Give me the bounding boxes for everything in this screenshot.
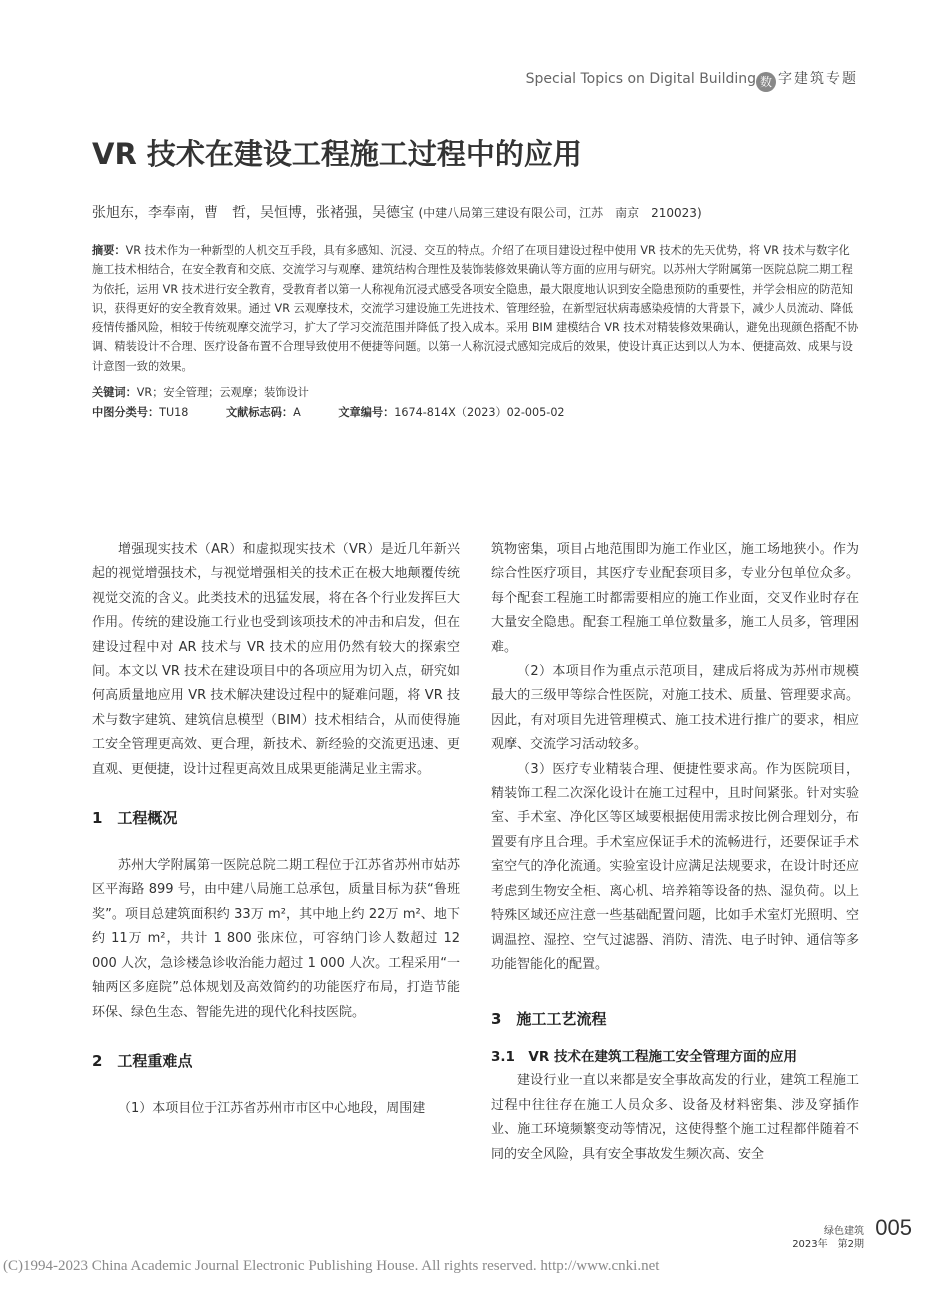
- header-circle-glyph: 数: [756, 72, 776, 92]
- clc-value: TU18: [159, 406, 189, 419]
- section-1-heading: 1 工程概况: [92, 809, 178, 828]
- section-1-paragraph: 苏州大学附属第一医院总院二期工程位于江苏省苏州市姑苏区平海路 899 号，由中建八局施工总承包，质量目标为获“鲁班奖”。项目总建筑面积约 33万 m²，其中地上约 22万 m²、地下约 11万 m²，共计 1 800 张床位，可容纳门诊人数超过 12 000 人次，急诊楼急诊收治能力超过 1 000 人次。工程采用“一轴两区多庭院”总体规划及高效简约的功能医疗布局，打造节能环保、绿色生态、智能先进的现代化科技医院。: [92, 858, 460, 1020]
- abstract-text: VR 技术作为一种新型的人机交互手段，具有多感知、沉浸、交互的特点。介绍了在项目建设过程中使用 VR 技术的先天优势，将 VR 技术与数字化施工技术相结合，在安全教育和交底、交流学习与观摩、建筑结构合理性及装饰装修效果确认等方面的应用与研究。以苏州大学附属第一医院总院二期工程为依托，运用 VR 技术进行安全教育，受教育者以第一人称视角沉浸式感受各项安全隐患，最大限度地认识到安全隐患预防的重要性，并学会相应的防范知识，获得更好的安全教育效果。通过 VR 云观摩技术，交流学习建设施工先进技术、管理经验，在新型冠状病毒感染疫情的大背景下，减少人员流动、降低疫情传播风险，相较于传统观摩交流学习，扩大了学习交流范围并降低了投入成本。采用 BIM 建模结合 VR 技术对精装修效果确认，避免出现颜色搭配不协调、精装设计不合理、医疗设备布置不合理导致使用不便捷等问题。以第一人称沉浸式感知完成后的效果，使设计真正达到以人为本、便捷高效、成果与设计意图一致的效果。: [92, 244, 859, 373]
- section-2-paragraph: （1）本项目位于江苏省苏州市市区中心地段，周围建: [118, 1100, 426, 1116]
- abstract: [92, 241, 860, 376]
- abstract-label: 摘要：: [92, 244, 126, 257]
- doc-code-label: 文献标志码：: [225, 406, 294, 419]
- section-3-1-paragraph: 建设行业一直以来都是安全事故高发的行业，建筑工程施工过程中往往存在施工人员众多、设备及材料密集、涉及穿插作业、施工环境频繁变动等情况，这使得整个施工过程都伴随着不同的安全风险，具有安全事故发生频次高、安全: [491, 1073, 859, 1162]
- copyright-line: (C)1994-2023 China Academic Journal Electronic Publishing House. All rights reserved. http://www.cnki.net: [3, 1258, 660, 1274]
- journal-footer: [792, 1215, 912, 1251]
- difficulty-2-paragraph: （2）本项目作为重点示范项目，建成后将成为苏州市规模最大的三级甲等综合性医院，对施工技术、质量、管理要求高。因此，有对项目先进管理模式、施工技术进行推广的要求，相应观摩、交流学习活动较多。: [491, 664, 859, 753]
- author-line: [92, 202, 702, 222]
- keywords: [92, 384, 309, 400]
- author-names: 张旭东，李奉南，曹 哲，吴恒博，张褚强，吴德宝: [92, 205, 414, 221]
- journal-name: 绿色建筑: [824, 1226, 864, 1237]
- classification-line: [92, 404, 565, 420]
- difficulty-3-paragraph: （3）医疗专业精装合理、便捷性要求高。作为医院项目，精装饰工程二次深化设计在施工过程中，且时间紧张。针对实验室、手术室、净化区等区域要根据使用需求按比例合理划分，布置要有序且合理。手术室应保证手术的流畅进行，还要保证手术室空气的净化流通。实验室设计应满足法规要求，在设计时还应考虑到生物安全柜、离心机、培养箱等设备的热、湿负荷。以上特殊区域还应注意一些基础配置问题，比如手术室灯光照明、空调温控、湿控、空气过滤器、消防、清洗、电子时钟、通信等多功能智能化的配置。: [491, 761, 859, 972]
- header-chinese: 字建筑专题: [778, 71, 858, 87]
- article-no-label: 文章编号：: [338, 406, 395, 419]
- section-3-heading: 3 施工工艺流程: [491, 1010, 607, 1029]
- keywords-label: 关键词：: [92, 386, 137, 399]
- page-number: 005: [875, 1215, 912, 1240]
- running-header: [526, 68, 858, 92]
- header-english: Special Topics on Digital Building: [525, 71, 756, 87]
- body-column-right: [491, 538, 859, 1167]
- doc-code-value: A: [293, 406, 301, 419]
- intro-paragraph: 增强现实技术（AR）和虚拟现实技术（VR）是近几年新兴起的视觉增强技术，与视觉增强相关的技术正在极大地颠覆传统视觉交流的含义。此类技术的迅猛发展，将在各个行业发挥巨大作用。传统的建设施工行业也受到该项技术的冲击和启发，但在建设过程中对 AR 技术与 VR 技术的应用仍然有较大的探索空间。本文以 VR 技术在建设项目中的各项应用为切入点，研究如何高质量地应用 VR 技术解决建设过程中的疑难问题，将 VR 技术与数字建筑、建筑信息模型（BIM）技术相结合，从而使得施工安全管理更高效、更合理，新技术、新经验的交流更迅速、更直观、更便捷，设计过程更高效且成果更能满足业主需求。: [92, 542, 460, 777]
- difficulty-1-continued: 筑物密集，项目占地范围即为施工作业区，施工场地狭小。作为综合性医疗项目，其医疗专业配套项目多，专业分包单位众多。每个配套工程施工时都需要相应的施工作业面，交叉作业时存在大量安全隐患。配套工程施工单位数量多，施工人员多，管理困难。: [491, 542, 859, 655]
- section-2-heading: 2 工程重难点: [92, 1051, 193, 1070]
- article-title: VR 技术在建设工程施工过程中的应用: [92, 137, 582, 171]
- author-affiliation: (中建八局第三建设有限公司，江苏 南京 210023): [418, 206, 702, 220]
- article-no-value: 1674-814X（2023）02-005-02: [394, 406, 565, 419]
- journal-issue: 2023年 第2期: [792, 1239, 864, 1250]
- keywords-text: VR；安全管理；云观摩；装饰设计: [136, 386, 309, 399]
- section-3-1-heading: 3.1 VR 技术在建筑工程施工安全管理方面的应用: [491, 1049, 797, 1066]
- body-column-left: [92, 538, 460, 1121]
- clc-label: 中图分类号：: [92, 406, 160, 419]
